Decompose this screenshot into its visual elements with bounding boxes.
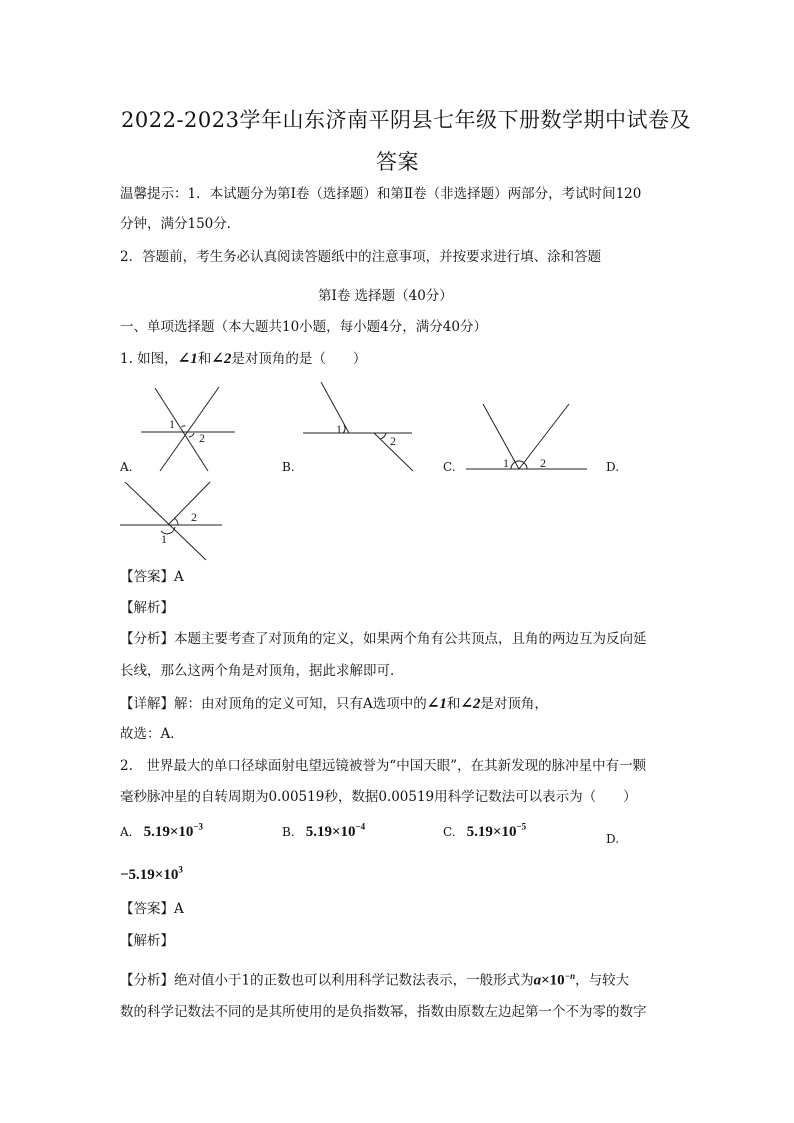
fig-b-label-1: 1 — [336, 422, 342, 436]
q2-option-c-exp: −5 — [516, 821, 527, 832]
q1-detail-prefix: 【详解】解：由对顶角的定义可知，只有A选项中的 — [120, 696, 427, 712]
figure-a — [141, 387, 235, 471]
q2-analysis-prefix: 【分析】绝对值小于1的正数也可以利用科学记数法表示，一般形式为 — [120, 972, 534, 989]
q1-detail-suffix: 是对顶角， — [480, 696, 548, 712]
document-title-line2: 答案 — [376, 150, 419, 174]
fig-b-label-2: 2 — [390, 434, 396, 448]
fig-c-label-2: 2 — [540, 456, 546, 470]
q1-analysis-line1: 【分析】本题主要考查了对顶角的定义，如果两个角有公共顶点，且角的两边互为反向延 — [120, 631, 647, 647]
q2-option-d-label: D. — [606, 832, 620, 846]
q2-option-b-base: 5.19×10 — [305, 824, 356, 840]
q2-option-d-base: −5.19×10 — [120, 867, 179, 883]
q1-detail-and: 和 — [446, 696, 461, 712]
q2-formula-exp: −n — [564, 971, 576, 981]
tip-line-3: 2．答题前，考生务必认真阅读答题纸中的注意事项，并按要求进行填、涂和答题 — [120, 249, 602, 265]
fig-d-label-1: 1 — [161, 532, 167, 546]
q2-option-b-label: B. — [282, 825, 295, 839]
q2-option-a-base: 5.19×10 — [143, 824, 194, 840]
q1-detail — [120, 697, 548, 712]
q2-option-d — [606, 828, 619, 847]
q2-option-c-label: C. — [443, 825, 456, 839]
document-title-line1: 2022-2023学年山东济南平阴县七年级下册数学期中试卷及 — [121, 108, 691, 132]
q1-stem-suffix: 是对顶角的是（ ） — [231, 351, 367, 367]
q1-detail-angle1: ∠1 — [426, 696, 447, 712]
fig-c-label-1: 1 — [503, 456, 509, 470]
fig-d-label-2: 2 — [191, 510, 197, 524]
q2-stem-line2: 毫秒脉冲星的自转周期为0.00519秒，数据0.00519用科学记数法可以表示为（ ） — [120, 789, 637, 805]
q2-formula-mid: ×10 — [541, 972, 565, 989]
q1-analysis-head: 【解析】 — [120, 600, 174, 616]
q2-option-c-base: 5.19×10 — [466, 824, 517, 840]
q2-analysis-head: 【解析】 — [120, 933, 174, 949]
q2-analysis-suffix: ，与较大 — [575, 972, 630, 989]
q1-angle1: ∠1 — [177, 351, 198, 367]
tip-line-2: 分钟，满分150分． — [120, 216, 241, 232]
q1-stem — [120, 352, 366, 367]
q2-option-a — [120, 821, 203, 841]
q2-option-b — [282, 821, 365, 841]
q1-option-b-label: B. — [282, 460, 295, 474]
q2-formula-a: a — [533, 972, 542, 989]
q1-answer: 【答案】A — [120, 569, 184, 585]
q1-angle2: ∠2 — [211, 351, 232, 367]
q2-analysis-line2: 数的科学记数法不同的是其所使用的是负指数幂，指数由原数左边起第一个不为零的数字 — [120, 1004, 647, 1020]
q2-option-d-value — [120, 864, 183, 884]
q1-and: 和 — [197, 351, 212, 367]
figure-b — [303, 382, 413, 471]
q1-detail-angle2: ∠2 — [460, 696, 481, 712]
q1-option-c-label: C. — [443, 460, 456, 474]
figure-c — [466, 404, 587, 469]
q2-option-a-exp: −3 — [193, 821, 204, 832]
q2-answer: 【答案】A — [120, 901, 184, 917]
q2-option-b-exp: −4 — [355, 821, 366, 832]
q1-option-d-label: D. — [606, 460, 620, 474]
q1-choose: 故选：A． — [120, 726, 184, 742]
q2-option-d-exp: 3 — [178, 864, 183, 875]
q1-stem-prefix: 1. 如图， — [120, 351, 178, 367]
fig-a-label-1: 1 — [169, 417, 175, 431]
q1-option-a-label: A. — [120, 460, 133, 474]
part-title: 一、单项选择题（本大题共10小题，每小题4分，满分40分） — [120, 319, 487, 335]
q2-option-a-label: A. — [120, 825, 133, 839]
section-title: 第Ⅰ卷 选择题（40分） — [318, 288, 453, 304]
fig-a-label-2: 2 — [199, 431, 205, 445]
q1-analysis-line2: 长线，那么这两个角是对顶角，据此求解即可． — [120, 663, 404, 679]
q2-stem-line1: 2. 世界最大的单口径球面射电望远镜被誉为“中国天眼”，在其新发现的脉冲星中有一颗 — [120, 758, 647, 774]
tip-line-1: 温馨提示：1．本试题分为第Ⅰ卷（选择题）和第Ⅱ卷（非选择题）两部分，考试时间120 — [120, 186, 642, 202]
q2-option-c — [443, 821, 526, 841]
figure-d — [120, 482, 222, 560]
q2-analysis-line1 — [120, 972, 629, 989]
